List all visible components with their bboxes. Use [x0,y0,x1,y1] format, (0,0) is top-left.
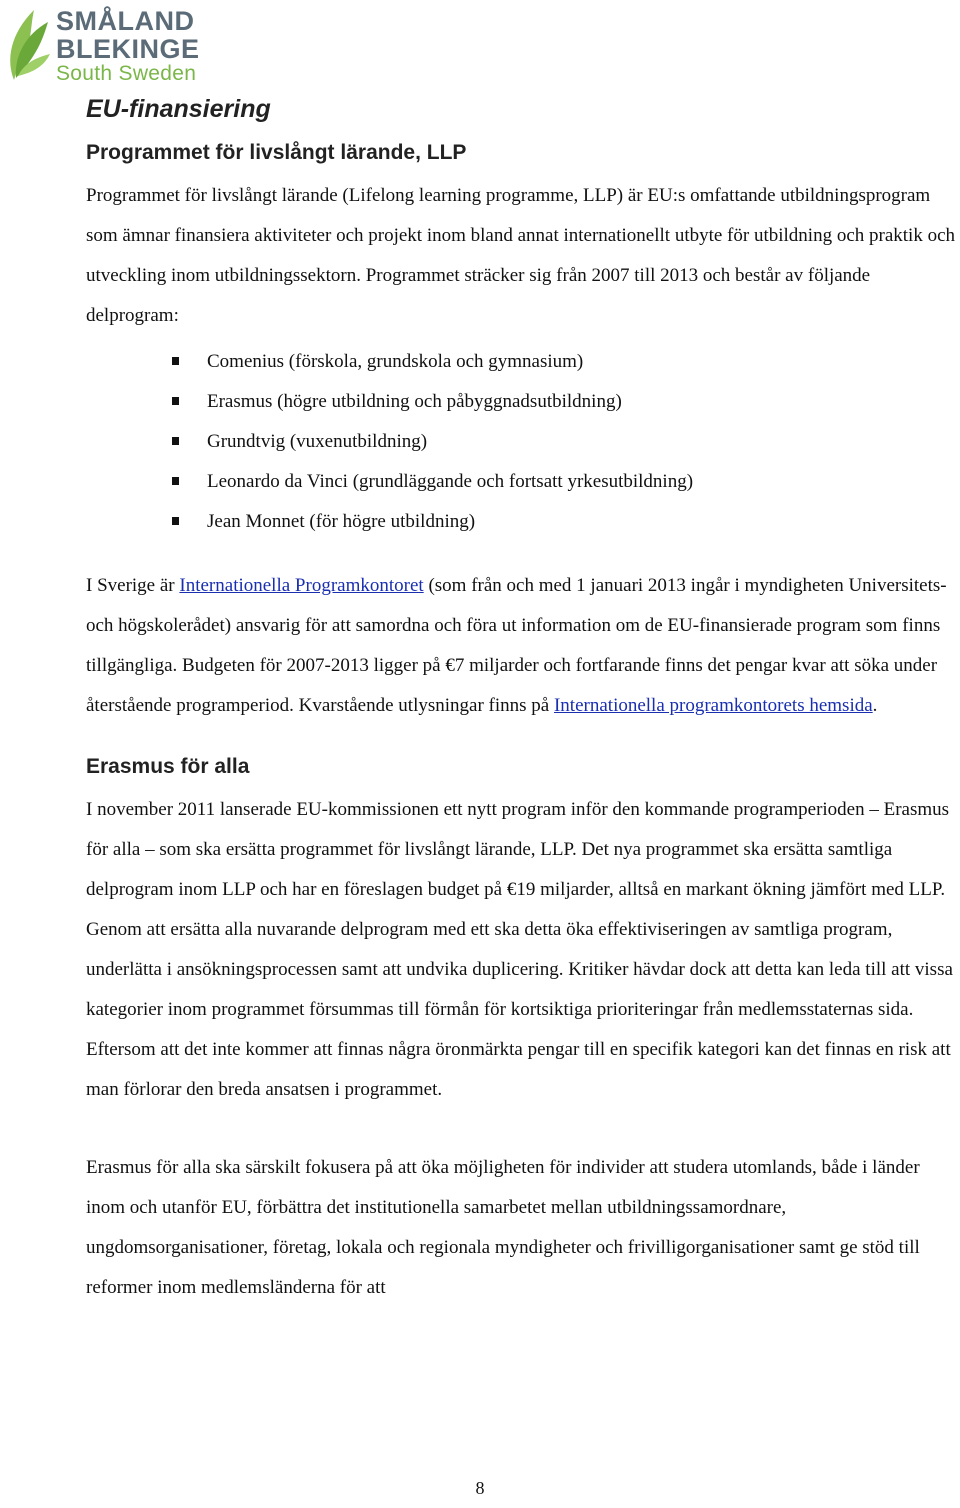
logo-line-south-sweden: South Sweden [56,62,197,85]
sweden-paragraph [86,566,960,726]
bullet-icon [172,517,179,525]
list-item [86,462,960,502]
internationella-programkontoret-link[interactable]: Internationella Programkontoret [179,575,424,596]
smaland-blekinge-logo [4,4,204,84]
llp-intro-paragraph: Programmet för livslångt lärande (Lifelong learning programme, LLP) är EU:s omfattande utbildningsprogram som ämnar finansiera aktiviteter och projekt inom bland annat internationellt utbyte för utbildning och praktik och utveckling inom utbildningssektorn. Programmet sträcker sig från 2007 till 2013 och består av följande delprogram: [86,185,956,326]
erasmus-paragraph-2: Erasmus för alla ska särskilt fokusera på att öka möjligheten för individer att studera utomlands, både i länder inom och utanför EU, förbättra det institutionella samarbetet mellan utbildningssamordnare, ungdomsorganisationer, företag, lokala och regionala myndigheter och frivilligorganisationer samt ge stöd till reformer inom medlemsländerna för att [86,1157,920,1298]
bullet-icon [172,437,179,445]
list-item [86,382,960,422]
page-title: EU-finansiering [86,95,271,123]
programkontorets-hemsida-link[interactable]: Internationella programkontorets hemsida [553,695,873,716]
section-heading-erasmus: Erasmus för alla [86,755,250,778]
list-item-text: Jean Monnet (för högre utbildning) [207,511,476,532]
sweden-text-1: I Sverige är [86,575,180,596]
list-item [86,342,960,382]
logo-line-blekinge: BLEKINGE [56,34,200,64]
section-heading-llp: Programmet för livslångt lärande, LLP [86,141,467,164]
bullet-icon [172,397,179,405]
bullet-icon [172,357,179,365]
list-item-text: Leonardo da Vinci (grundläggande och fortsatt yrkesutbildning) [207,471,694,492]
document-body [86,92,960,1308]
list-item [86,502,960,542]
subprogram-list [86,342,960,542]
logo-line-smaland: SMÅLAND [56,6,195,36]
bullet-icon [172,477,179,485]
sweden-text-2: (som från och med 1 januari 2013 ingår i myndigheten Universitets- och högskolerådet) ansvarig för att samordna och föra ut information om de EU-finansierade program som finns tillgängliga. Budgeten för 2007-2013 ligger på €7 miljarder och fortfarande finns det pengar kvar att söka under återstående programperiod. Kvarstående utlysningar finns på [86,575,947,716]
leaf-logo-icon [4,4,52,82]
list-item-text: Grundtvig (vuxenutbildning) [207,431,428,452]
list-item [86,422,960,462]
list-item-text: Comenius (förskola, grundskola och gymnasium) [207,351,584,372]
list-item-text: Erasmus (högre utbildning och påbyggnadsutbildning) [207,391,622,412]
page-number: 8 [475,1478,485,1498]
sweden-text-3: . [872,695,878,716]
erasmus-paragraph-1: I november 2011 lanserade EU-kommissionen ett nytt program inför den kommande programperioden – Erasmus för alla – som ska ersätta programmet för livslångt lärande, LLP. Det nya programmet ska ersätta samtliga delprogram inom LLP och har en föreslagen budget på €19 miljarder, alltså en markant ökning jämfört med LLP. Genom att ersätta alla nuvarande delprogram med ett ska detta öka effektiviseringen av samtliga program, underlätta i ansökningsprocessen samt att undvika duplicering. Kritiker hävdar dock att detta kan leda till att vissa kategorier inom programmet försummas till förmån för kortsiktiga prioriteringar från medlemsstaternas sida. Eftersom att det inte kommer att finnas några öronmärkta pengar till en specifik kategori kan det finnas en risk att man förlorar den breda ansatsen i programmet. [86,799,953,1100]
